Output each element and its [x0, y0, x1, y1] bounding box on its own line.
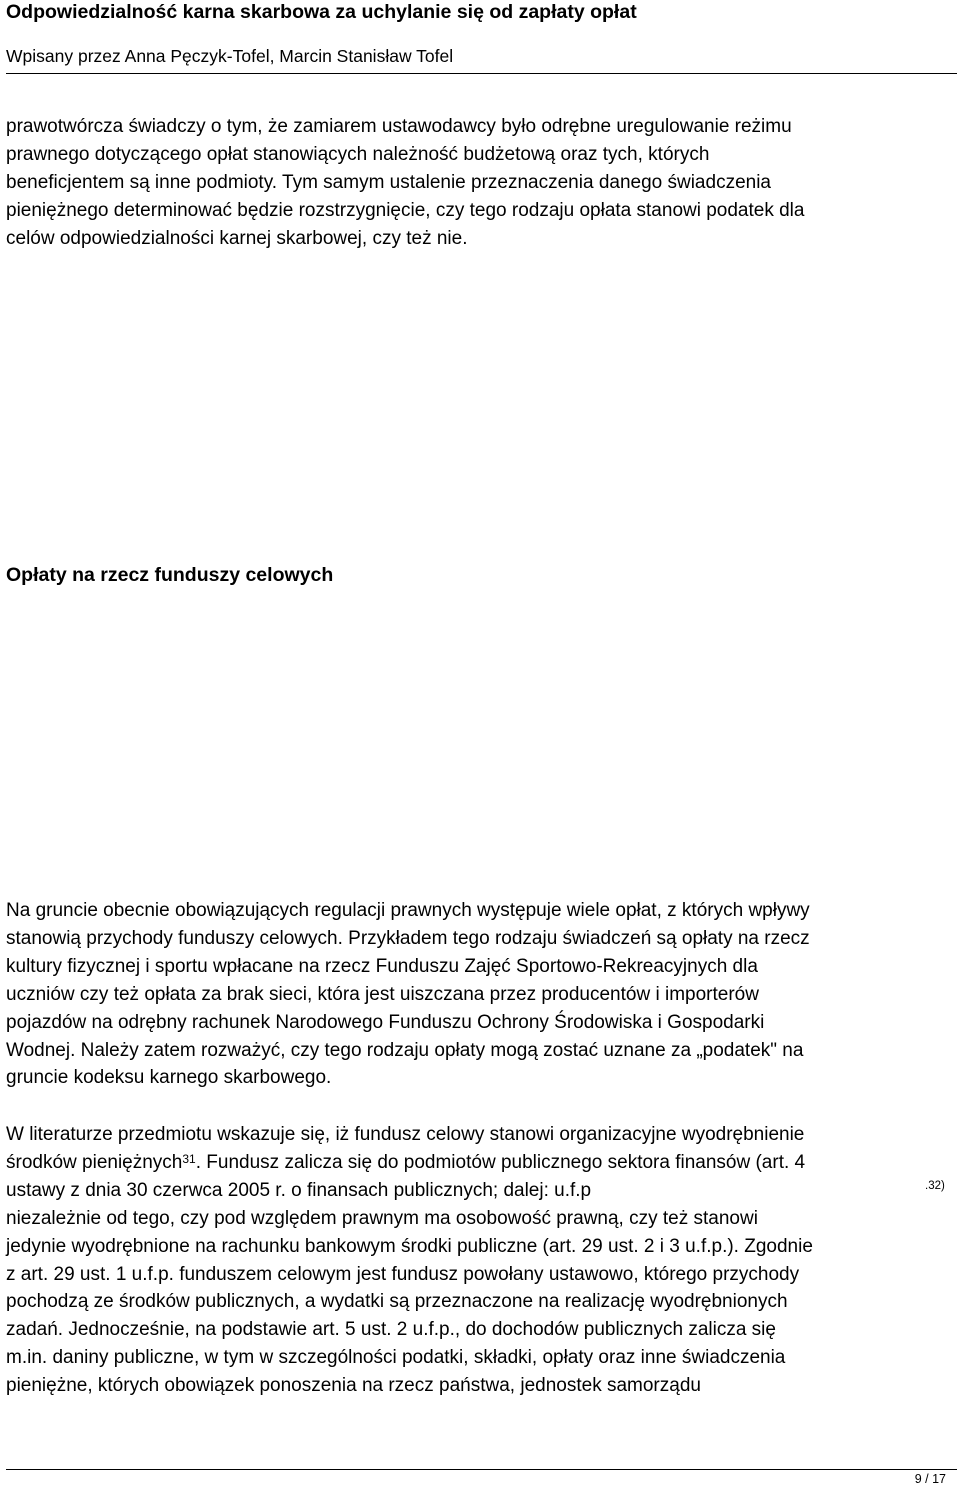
paragraph-line: gruncie kodeksu karnego skarbowego.	[6, 1067, 332, 1089]
paragraph-line: pieniężnego determinować będzie rozstrzygnięcie, czy tego rodzaju opłata stanowi podatek dla	[6, 199, 805, 221]
paragraph-line: m.in. daniny publiczne, w tym w szczególności podatki, składki, opłaty oraz inne świadczenia	[6, 1347, 786, 1369]
page-header	[0, 0, 960, 76]
paragraph-line: Na gruncie obecnie obowiązujących regulacji prawnych występuje wiele opłat, z których wpływy	[6, 900, 810, 921]
paragraph-line: pochodzą ze środków publicznych, a wydatki są przeznaczone na realizację wyodrębnionych	[6, 1291, 788, 1313]
paragraph-1	[6, 113, 958, 253]
footnote-ref-32: .32)	[925, 1180, 945, 1192]
document-title: Odpowiedzialność karna skarbowa za uchylanie się od zapłaty opłat	[6, 1, 637, 23]
paragraph-3	[6, 1121, 958, 1400]
paragraph-line: niezależnie od tego, czy pod względem prawnym ma osobowość prawną, czy też stanowi	[6, 1207, 758, 1229]
paragraph-line: prawnego dotyczącego opłat stanowiących należność budżetową oraz tych, których	[6, 143, 710, 165]
paragraph-line: uczniów czy też opłata za brak sieci, która jest uiszczana przez producentów i importerów	[6, 983, 759, 1005]
paragraph-line: zadań. Jednocześnie, na podstawie art. 5 ust. 2 u.f.p., do dochodów publicznych zalicza się	[6, 1319, 776, 1341]
document-authors: Wpisany przez Anna Pęczyk-Tofel, Marcin Stanisław Tofel	[6, 46, 454, 66]
paragraph-line: pojazdów na odrębny rachunek Narodowego Funduszu Ochrony Środowiska i Gospodarki	[6, 1011, 765, 1033]
paragraph-line: ustawy z dnia 30 czerwca 2005 r. o finansach publicznych; dalej: u.f.p	[6, 1179, 592, 1201]
paragraph-2	[6, 897, 958, 1092]
header-divider	[6, 73, 957, 74]
paragraph-line: prawotwórcza świadczy o tym, że zamiarem ustawodawcy było odrębne uregulowanie reżimu	[6, 116, 792, 137]
paragraph-text: środków pieniężnych	[6, 1151, 183, 1173]
paragraph-line: kultury fizycznej i sportu wpłacane na rzecz Funduszu Zajęć Sportowo-Rekreacyjnych dla	[6, 955, 758, 977]
footer-divider	[6, 1469, 957, 1470]
paragraph-line: celów odpowiedzialności karnej skarbowej, czy też nie.	[6, 227, 468, 249]
paragraph-line: Wodnej. Należy zatem rozważyć, czy tego rodzaju opłaty mogą zostać uznane za „podatek" na	[6, 1039, 804, 1061]
paragraph-line: stanowią przychody funduszy celowych. Przykładem tego rodzaju świadczeń są opłaty na rzecz	[6, 927, 810, 949]
footnote-ref-31: 31	[182, 1151, 196, 1166]
section-heading: Opłaty na rzecz funduszy celowych	[6, 564, 334, 586]
paragraph-line: W literaturze przedmiotu wskazuje się, iż fundusz celowy stanowi organizacyjne wyodrębnienie	[6, 1124, 805, 1145]
paragraph-line	[6, 1149, 958, 1177]
paragraph-text: . Fundusz zalicza się do podmiotów publicznego sektora finansów (art. 4	[195, 1151, 806, 1173]
page-number: 9 / 17	[914, 1472, 946, 1486]
paragraph-line: z art. 29 ust. 1 u.f.p. funduszem celowym jest fundusz powołany ustawowo, którego przychody	[6, 1263, 800, 1285]
paragraph-line: beneficjentem są inne podmioty. Tym samym ustalenie przeznaczenia danego świadczenia	[6, 171, 771, 193]
paragraph-line: jedynie wyodrębnione na rachunku bankowym środki publiczne (art. 29 ust. 2 i 3 u.f.p.). Zgodnie	[6, 1235, 813, 1257]
paragraph-line: pieniężne, których obowiązek ponoszenia na rzecz państwa, jednostek samorządu	[6, 1375, 701, 1397]
